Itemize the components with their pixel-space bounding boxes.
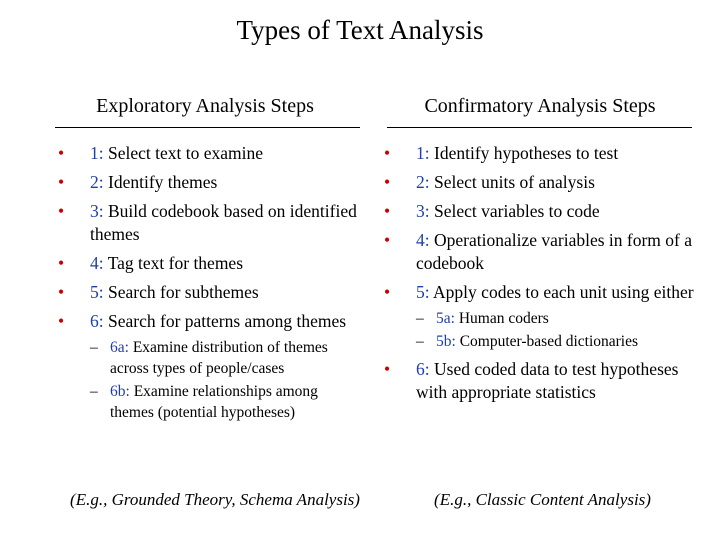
bullet: • xyxy=(58,311,65,331)
bullet: • xyxy=(384,172,391,192)
right-divider xyxy=(387,127,692,128)
exploratory-steps-list xyxy=(58,142,358,429)
exploratory-footer: (E.g., Grounded Theory, Schema Analysis) xyxy=(70,490,360,509)
bullet: • xyxy=(384,143,391,163)
list-item: • 1: Identify hypotheses to test xyxy=(384,143,619,163)
bullet: • xyxy=(58,201,65,221)
confirmatory-footer: (E.g., Classic Content Analysis) xyxy=(434,490,651,509)
sub-list-item: – 6b: Examine relationships among themes (potential hypotheses) xyxy=(90,383,318,421)
bullet: • xyxy=(58,253,65,273)
sub-list xyxy=(406,308,702,352)
confirmatory-heading: Confirmatory Analysis Steps xyxy=(424,95,656,117)
list-item: • 6: Search for patterns among themes – 6a: Examine distribution of themes across types of people/cases – 6b: Examine relationships among themes (potential hypotheses) xyxy=(58,310,358,423)
list-item: • 2: Select units of analysis xyxy=(384,172,595,192)
list-item: • 3: Select variables to code xyxy=(384,201,600,221)
list-item: • 5: Search for subthemes xyxy=(58,282,259,302)
left-divider xyxy=(55,127,360,128)
bullet: • xyxy=(58,282,65,302)
bullet: • xyxy=(384,359,391,379)
list-item: • 5: Apply codes to each unit using either – 5a: Human coders – 5b: Computer-based dictionaries xyxy=(384,281,702,352)
list-item: • 3: Build codebook based on identified themes xyxy=(58,201,357,244)
bullet: • xyxy=(384,282,391,302)
bullet: • xyxy=(58,143,65,163)
sub-list-item: – 5a: Human coders xyxy=(416,310,549,327)
sub-list xyxy=(80,337,358,423)
page-title: Types of Text Analysis xyxy=(236,15,484,45)
list-item: • 4: Operationalize variables in form of a codebook xyxy=(384,230,693,273)
list-item: • 4: Tag text for themes xyxy=(58,253,244,273)
list-item: • 2: Identify themes xyxy=(58,172,218,192)
exploratory-heading: Exploratory Analysis Steps xyxy=(96,95,314,117)
list-item: • 6: Used coded data to test hypotheses with appropriate statistics xyxy=(384,359,679,402)
bullet: • xyxy=(58,172,65,192)
bullet: • xyxy=(384,230,391,250)
bullet: • xyxy=(384,201,391,221)
sub-list-item: – 5b: Computer-based dictionaries xyxy=(416,333,639,350)
sub-list-item: – 6a: Examine distribution of themes across types of people/cases xyxy=(90,339,328,377)
list-item: • 1: Select text to examine xyxy=(58,143,264,163)
confirmatory-steps-list xyxy=(384,142,702,410)
